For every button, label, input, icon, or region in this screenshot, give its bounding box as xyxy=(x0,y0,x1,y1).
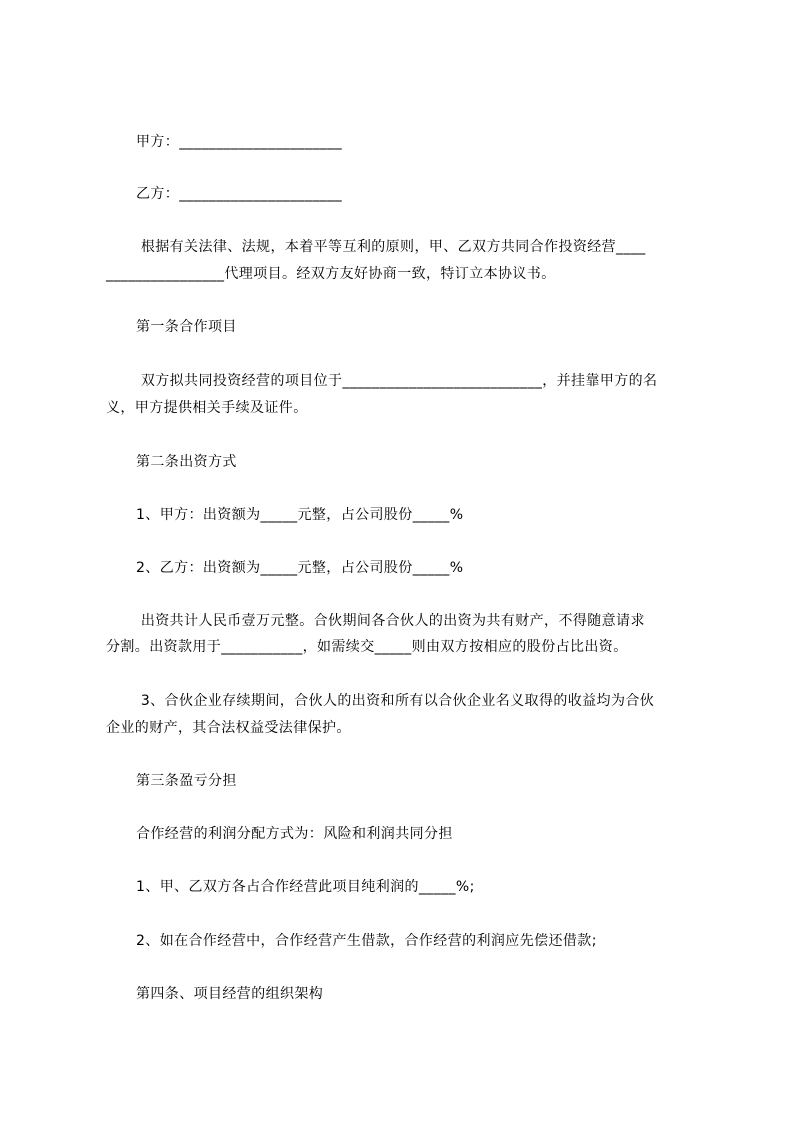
article-4-title: 第四条、项目经营的组织架构 xyxy=(136,986,324,1002)
article-3-item-2: 2、如在合作经营中，合作经营产生借款，合作经营的利润应先偿还借款; xyxy=(136,933,597,949)
article-2-item-3-line-2: 企业的财产，其合法权益受法律保护。 xyxy=(106,720,351,736)
article-3-item-1: 1、甲、乙双方各占合作经营此项目纯利润的_____%; xyxy=(136,879,475,895)
article-1-title: 第一条合作项目 xyxy=(136,319,237,335)
article-2-item-3-line-1: 3、合伙企业存续期间，合伙人的出资和所有以合伙企业名义取得的收益均为合伙 xyxy=(136,693,655,709)
article-2-item-1: 1、甲方：出资额为_____元整，占公司股份_____% xyxy=(136,507,464,523)
article-1-line-2: 义，甲方提供相关手续及证件。 xyxy=(106,400,308,416)
article-3-method: 合作经营的利润分配方式为：风险和利润共同分担 xyxy=(136,826,453,842)
article-2-para-line-2: 分割。出资款用于___________，如需续交_____则由双方按相应的股份占比出资。 xyxy=(106,639,628,655)
article-2-title: 第二条出资方式 xyxy=(136,454,237,470)
article-3-title: 第三条盈亏分担 xyxy=(136,773,237,789)
intro-line-2: ________________代理项目。经双方友好协商一致，特订立本协议书。 xyxy=(106,266,556,282)
article-2-item-2: 2、乙方：出资额为_____元整，占公司股份_____% xyxy=(136,560,464,576)
party-b-line: 乙方：______________________ xyxy=(136,186,342,202)
party-a-line: 甲方：______________________ xyxy=(136,134,342,150)
article-1-line-1: 双方拟共同投资经营的项目位于___________________________，并挂靠甲方的名 xyxy=(136,373,658,389)
article-2-para-line-1: 出资共计人民币壹万元整。合伙期间各合伙人的出资为共有财产，不得随意请求 xyxy=(136,613,645,629)
intro-line-1: 根据有关法律、法规，本着平等互利的原则，甲、乙双方共同合作投资经营____ xyxy=(136,239,646,255)
